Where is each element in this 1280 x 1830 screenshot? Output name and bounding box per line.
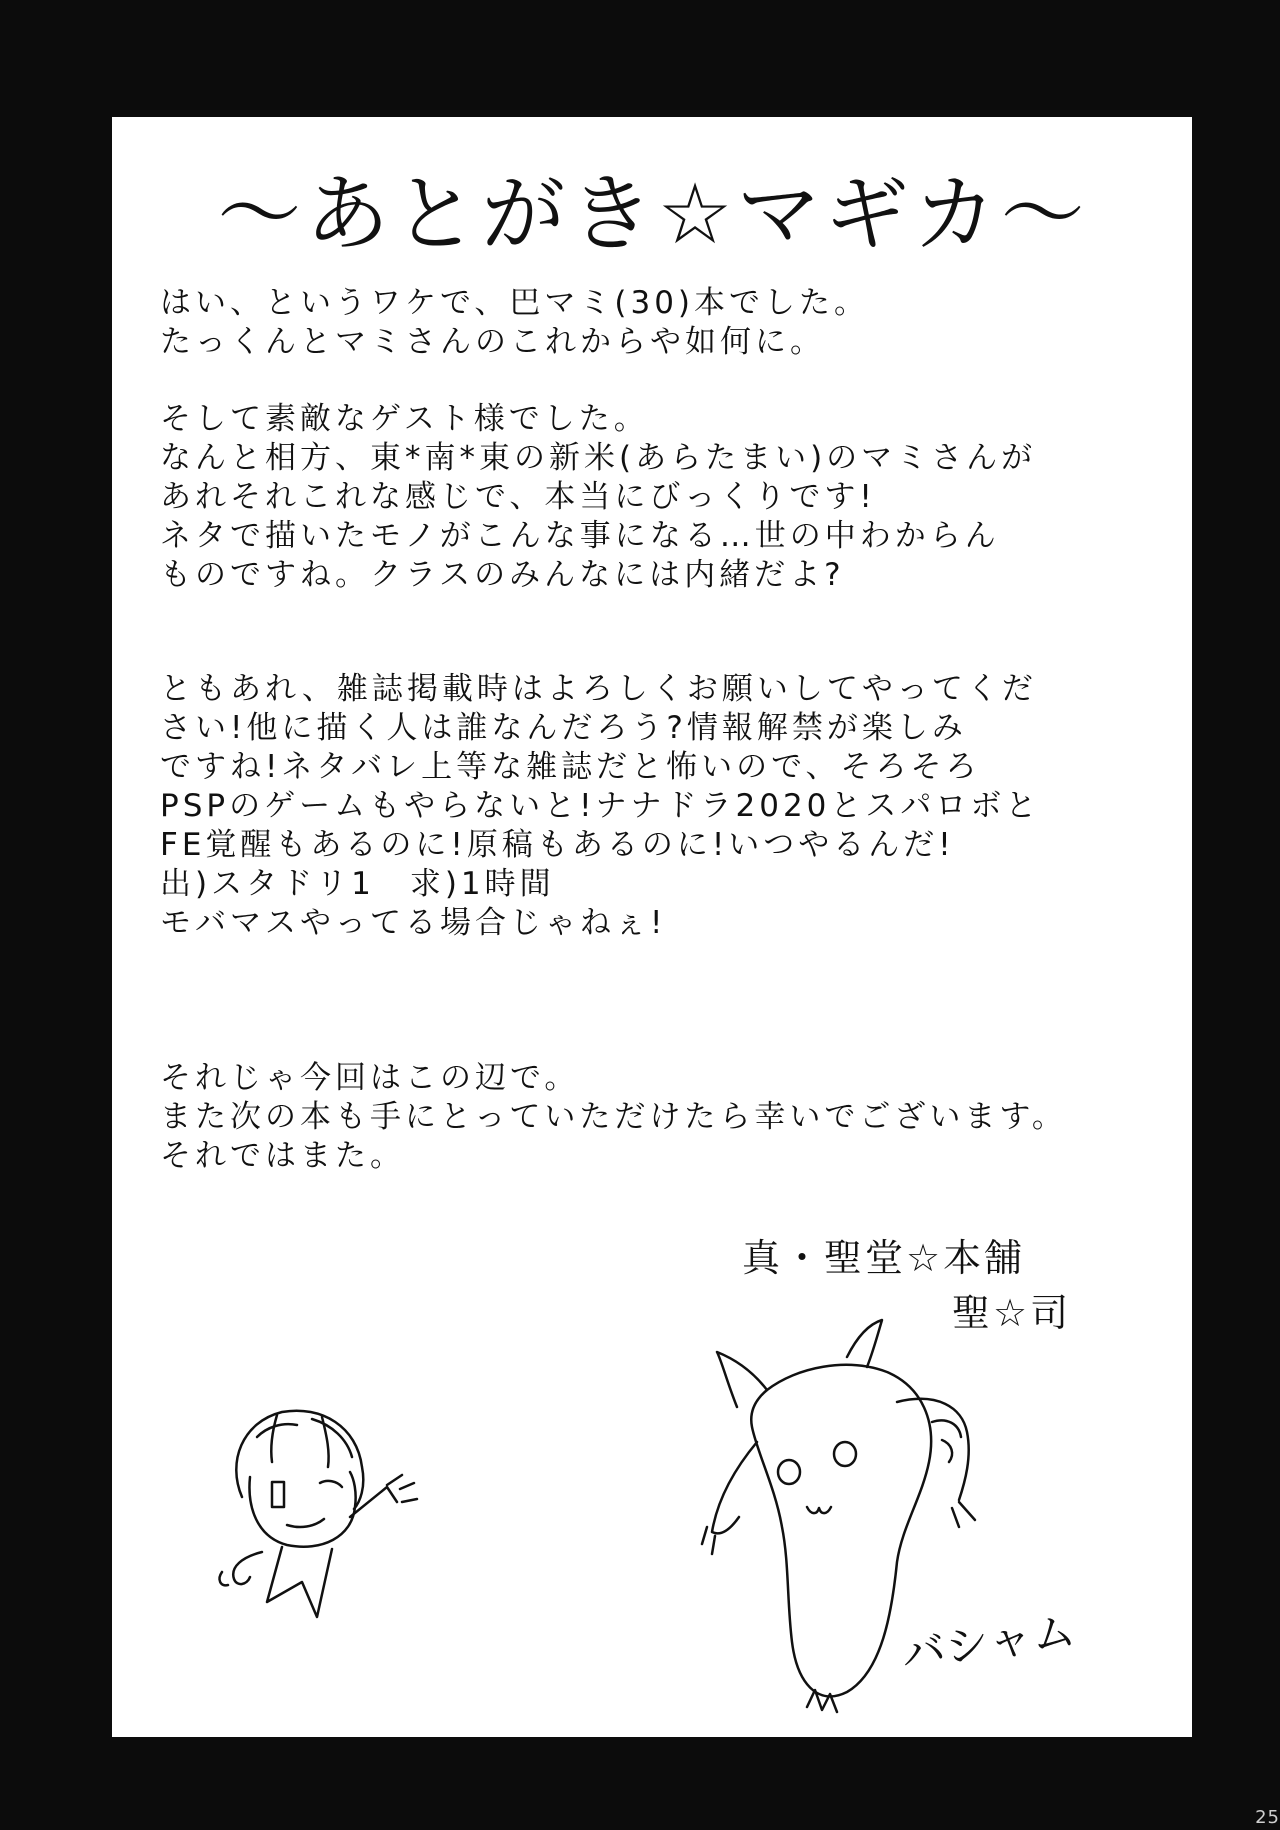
text-line: ものですね。クラスのみんなには内緒だよ? — [160, 557, 845, 593]
text-line: ネタで描いたモノがこんな事になる…世の中わからん — [160, 518, 1000, 554]
text-line: ともあれ、雑誌掲載時はよろしくお願いしてやってくだ — [160, 671, 1037, 707]
text-line: FE覚醒もあるのに!原稿もあるのに!いつやるんだ! — [160, 827, 955, 863]
text-line: はい、というワケで、巴マミ(30)本でした。 — [160, 285, 870, 321]
text-line: PSPのゲームもやらないと!ナナドラ2020とスパロボと — [160, 788, 1041, 824]
text-line: そして素敵なゲスト様でした。 — [160, 401, 649, 437]
text-line: ですね!ネタバレ上等な雑誌だと怖いので、そろそろ — [160, 749, 981, 785]
text-line: なんと相方、東*南*東の新米(あらたまい)のマミさんが — [160, 440, 1037, 476]
paragraph-intro — [160, 284, 869, 362]
signature-author-name: 聖☆司 — [952, 1291, 1072, 1335]
page-number: 25 — [1255, 1807, 1280, 1828]
afterword-page — [112, 117, 1192, 1737]
text-line: また次の本も手にとっていただけたら幸いでございます。 — [160, 1099, 1067, 1135]
sound-effect-text: バシャム — [898, 1605, 1079, 1681]
chibi-character-doodle — [172, 1367, 432, 1627]
text-line: さい!他に描く人は誰なんだろう?情報解禁が楽しみ — [160, 710, 967, 746]
text-line: それじゃ今回はこの辺で。 — [160, 1060, 580, 1096]
paragraph-closing — [160, 1059, 1067, 1176]
page-title: 〜あとがき☆マギカ〜 — [217, 165, 1089, 263]
text-line: モバマスやってる場合じゃねぇ! — [160, 905, 667, 941]
text-line: あれそれこれな感じで、本当にびっくりです! — [160, 479, 876, 515]
paragraph-guest — [160, 400, 1036, 595]
text-line: たっくんとマミさんのこれからや如何に。 — [160, 324, 825, 360]
text-line: 出)スタドリ1 求)1時間 — [160, 866, 555, 902]
text-line: それではまた。 — [160, 1138, 405, 1174]
paragraph-magazine — [160, 670, 1040, 943]
signature-circle-name: 真・聖堂☆本舗 — [742, 1236, 1026, 1280]
